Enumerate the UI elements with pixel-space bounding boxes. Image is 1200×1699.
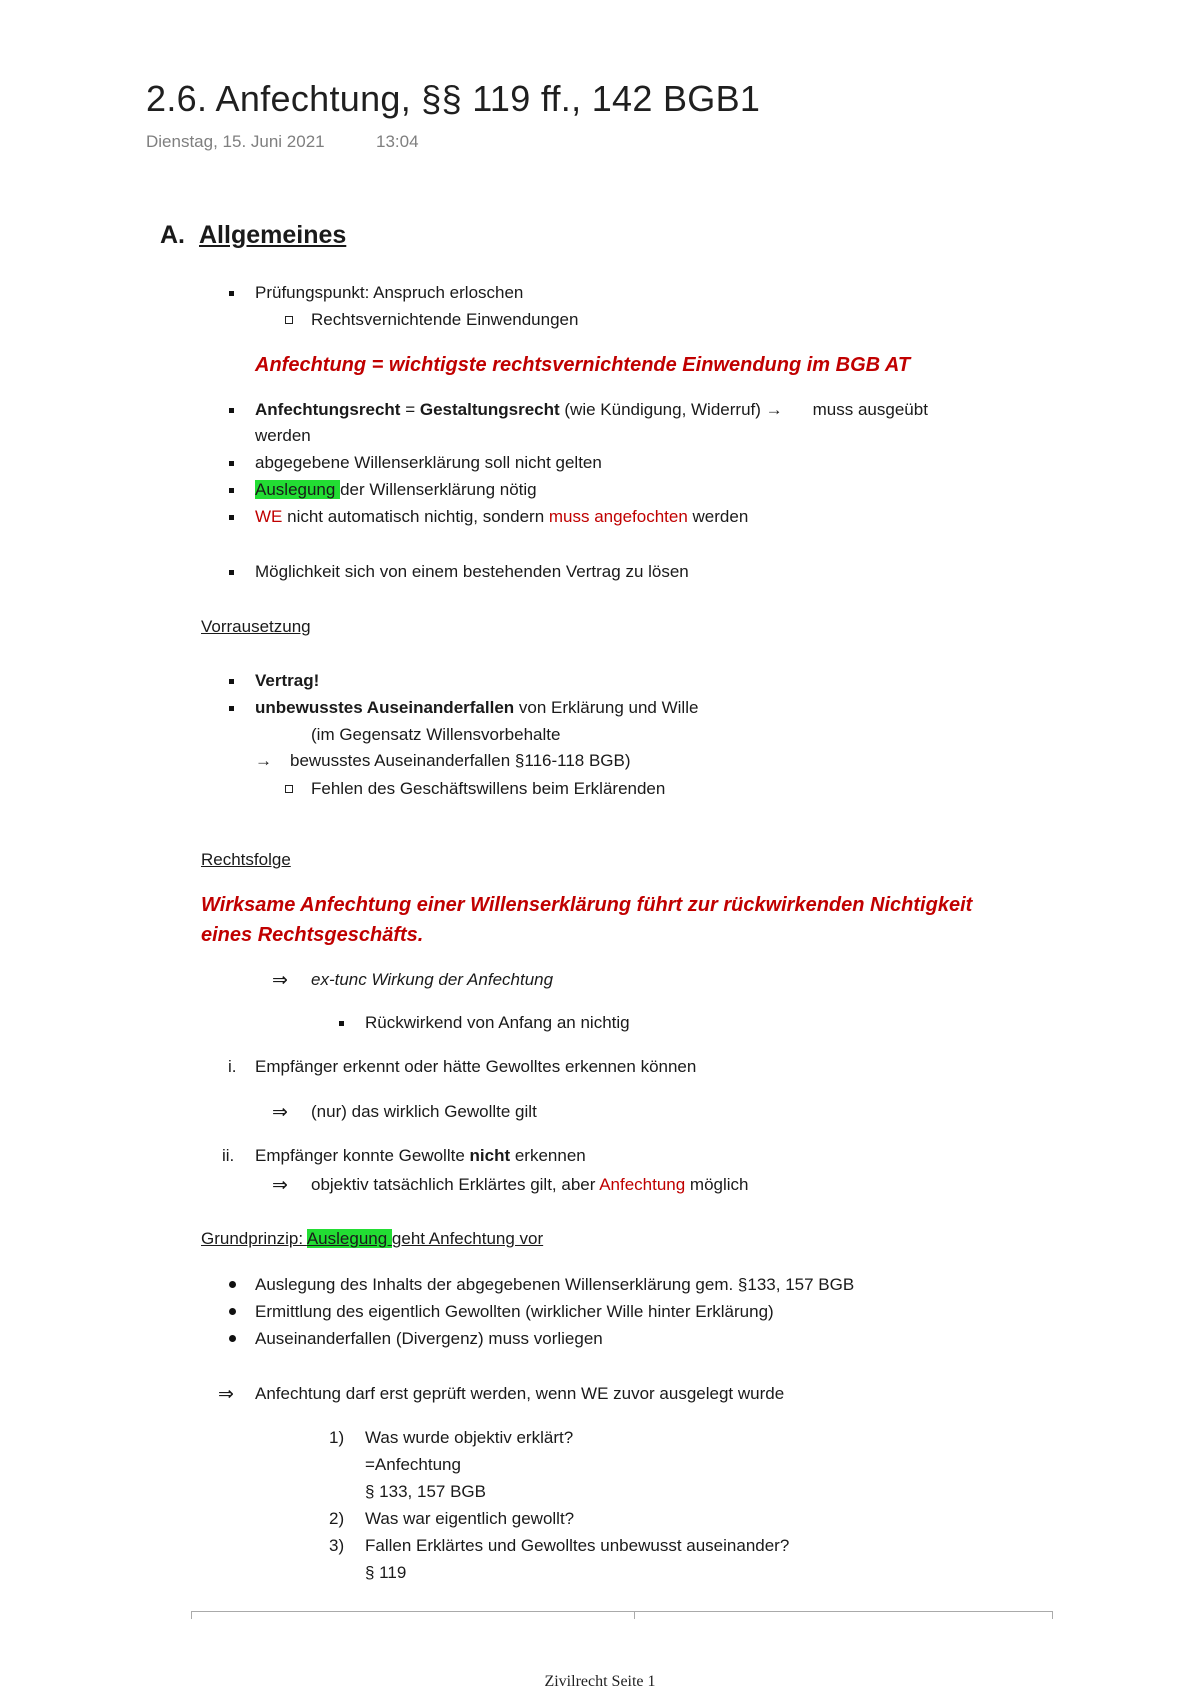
list-item: Vertrag!	[255, 671, 320, 690]
list-item-continuation: =Anfechtung	[365, 1455, 461, 1474]
roman-numeral: ii.	[222, 1146, 235, 1165]
page-footer: Zivilrecht Seite 1	[544, 1673, 656, 1690]
page-date: Dienstag, 15. Juni 2021	[146, 132, 325, 151]
footer-tick	[191, 1611, 192, 1619]
list-item: WE nicht automatisch nichtig, sondern muss angefochten werden	[255, 507, 749, 526]
arrow-icon: →	[255, 751, 272, 770]
list-item: Was wurde objektiv erklärt?	[365, 1428, 574, 1447]
footer-divider	[191, 1611, 1052, 1612]
implies-icon: ⇒	[272, 1102, 288, 1123]
implies-icon: ⇒	[272, 970, 288, 991]
list-item: Was war eigentlich gewollt?	[365, 1509, 575, 1528]
arrow-line: → bewusstes Auseinanderfallen §116-118 BGB)	[255, 751, 631, 770]
list-item: abgegebene Willenserklärung soll nicht gelten	[255, 453, 602, 472]
list-item: Empfänger erkennt oder hätte Gewolltes erkennen können	[255, 1057, 697, 1076]
list-item-continuation: werden	[255, 426, 311, 445]
footer-tick	[634, 1611, 635, 1619]
section-letter: A.	[160, 221, 185, 249]
section-title: Allgemeines	[199, 221, 347, 249]
page-time: 13:04	[376, 132, 419, 151]
list-item: Rückwirkend von Anfang an nichtig	[365, 1013, 630, 1032]
list-item: Anfechtung darf erst geprüft werden, wenn WE zuvor ausgelegt wurde	[255, 1384, 785, 1403]
list-item: Auslegung der Willenserklärung nötig	[255, 480, 537, 499]
subheading-rechtsfolge: Rechtsfolge	[201, 850, 291, 869]
emphasis-text: Anfechtung = wichtigste rechtsvernichtende Einwendung im BGB AT	[255, 354, 911, 376]
emphasis-text: Wirksame Anfechtung einer Willenserklärung führt zur rückwirkenden Nichtigkeit	[201, 894, 973, 916]
list-item: Auseinanderfallen (Divergenz) muss vorliegen	[255, 1329, 603, 1348]
list-item: Prüfungspunkt: Anspruch erloschen	[255, 283, 524, 302]
list-item: objektiv tatsächlich Erklärtes gilt, aber Anfechtung möglich	[311, 1175, 749, 1194]
highlight: Auslegung	[306, 1229, 392, 1248]
list-item: Fehlen des Geschäftswillens beim Erklärenden	[311, 779, 666, 798]
arrow-icon: →	[765, 400, 783, 419]
paren-note: (im Gegensatz Willensvorbehalte	[311, 725, 561, 744]
list-item: Möglichkeit sich von einem bestehenden Vertrag zu lösen	[255, 562, 689, 581]
emphasis-text: eines Rechtsgeschäfts.	[201, 924, 424, 946]
list-item: Auslegung des Inhalts der abgegebenen Willenserklärung gem. §133, 157 BGB	[255, 1275, 855, 1294]
list-item: Anfechtungsrecht = Gestaltungsrecht (wie Kündigung, Widerruf) → muss ausgeübt	[255, 400, 928, 419]
implies-icon: ⇒	[218, 1384, 234, 1405]
list-item: Empfänger konnte Gewollte nicht erkennen	[255, 1146, 586, 1165]
page-title: 2.6. Anfechtung, §§ 119 ff., 142 BGB1	[146, 78, 761, 119]
list-number: 3)	[329, 1536, 345, 1555]
list-item: Fallen Erklärtes und Gewolltes unbewusst auseinander?	[365, 1536, 790, 1555]
roman-numeral: i.	[228, 1057, 237, 1076]
list-item-continuation: § 119	[365, 1563, 407, 1582]
list-number: 1)	[329, 1428, 345, 1447]
footer-tick	[1052, 1611, 1053, 1619]
list-item: Rechtsvernichtende Einwendungen	[311, 310, 579, 329]
list-number: 2)	[329, 1509, 345, 1528]
ex-tunc-text: ex-tunc Wirkung der Anfechtung	[311, 970, 554, 989]
implies-icon: ⇒	[272, 1175, 288, 1196]
list-item: (nur) das wirklich Gewollte gilt	[311, 1102, 537, 1121]
highlight: Auslegung	[255, 480, 341, 499]
subheading-vorrausetzung: Vorrausetzung	[201, 617, 311, 636]
list-item-continuation: § 133, 157 BGB	[365, 1482, 486, 1501]
list-item: Ermittlung des eigentlich Gewollten (wirklicher Wille hinter Erklärung)	[255, 1302, 774, 1321]
section-a-heading	[160, 221, 346, 250]
subheading-grundprinzip: Grundprinzip: Auslegung geht Anfechtung vor	[201, 1229, 544, 1248]
list-item: unbewusstes Auseinanderfallen von Erklärung und Wille	[255, 698, 699, 717]
